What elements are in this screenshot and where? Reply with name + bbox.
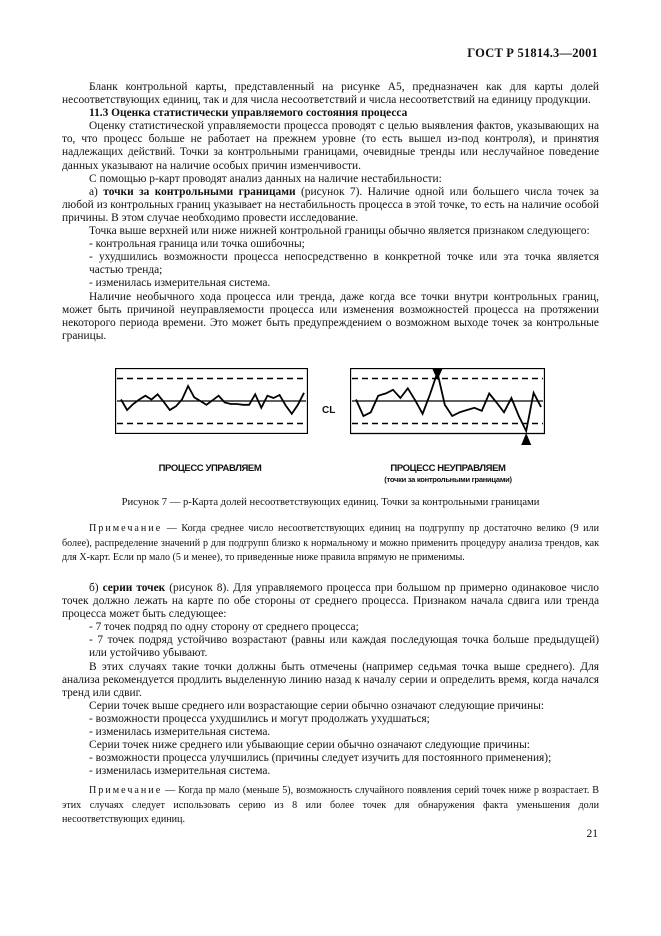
paragraph-p-chart: С помощью p-карт проводят анализ данных на наличие нестабильности: (89, 172, 442, 185)
note-2-label: Примечание (89, 785, 163, 796)
item-b (62, 582, 599, 621)
item-b-bold: серии точек (102, 582, 166, 594)
note-2 (62, 784, 599, 828)
item-a (62, 186, 599, 225)
paragraph-mark-points: В этих случаях такие точки должны быть отмечены (например седьмая точка выше среднего). Для анализа рекомендуется продлить выделенную линию назад к началу серии и определить время, когда начался тренд или сдвиг. (62, 660, 599, 699)
left-chart-label: ПРОЦЕСС УПРАВЛЯЕМ (158, 463, 262, 474)
cl-label: CL (322, 405, 336, 416)
paragraph-intro: Бланк контрольной карты, представленный на рисунке А5, предназначен как для карты долей несоответствующих единиц, так и для числа несоответствий и числа несоответствий на единицу продукции. (62, 81, 599, 107)
list-b-item: - 7 точек подряд по одну сторону от среднего процесса; (89, 621, 359, 634)
item-a-bold: точки за контрольными границами (103, 185, 296, 198)
section-heading: 11.3 Оценка статистически управляемого состояния процесса (89, 107, 408, 120)
paragraph-trend: Наличие необычного хода процесса или тренда, даже когда все точки внутри контрольных границ, может быть причиной неуправляемости процесса или изменения возможностей процесса на протяжении некоторого периода времени. Это может быть предупреждением о возможном выходе точек за контрольные границы. (62, 290, 599, 342)
item-a-lead: а) (89, 185, 104, 198)
page-number: 21 (586, 828, 598, 840)
item-b-text: (рисунок 8). Для управляемого процесса при большом np примерно одинаковое число точек должно лежать на карте по обе стороны от среднего процесса. Признаком начала сдвига или тренда процесса может быть следующее: (62, 582, 600, 621)
list-a-item: - ухудшились возможности процесса непосредственно в конкретной точке или эта точка является частью тренда; (89, 251, 599, 277)
list-a-item: - изменилась измерительная система. (89, 277, 271, 290)
list-c-item: - изменилась измерительная система. (89, 726, 271, 739)
list-b-item: - 7 точек подряд устойчиво возрастают (равны или каждая последующая точка больше предыдущей) или устойчиво убывают. (89, 634, 599, 660)
control-chart-controlled (115, 368, 308, 434)
list-d-item: - изменилась измерительная система. (89, 765, 271, 778)
item-b-lead: б) (89, 582, 103, 594)
list-a-item: - контрольная граница или точка ошибочны; (89, 238, 305, 251)
figure-caption: Рисунок 7 — p-Карта долей несоответствующих единиц. Точки за контрольными границами (121, 497, 540, 508)
paragraph-below-mean: Серии точек ниже среднего или убывающие серии обычно означают следующие причины: (89, 739, 530, 752)
right-chart-sublabel: (точки за контрольными границами) (384, 475, 512, 484)
paragraph-above-mean: Серии точек выше среднего или возрастающие серии обычно означают следующие причины: (89, 699, 545, 712)
paragraph-purpose: Оценку статистической управляемости процесса проводят с целью выявления фактов, указывающих на то, что процесс больше не работает на прежнем уровне (то есть вышел из-под контроля), и принятия надлежащих действий. Точки за контрольными границами, очевидные тренды или неслучайное поведение данных указывают на наличие особых причин изменчивости. (62, 120, 599, 172)
data-series-line (356, 373, 541, 432)
main-text-bottom (62, 582, 599, 778)
note-1-label: Примечание (89, 523, 163, 534)
paragraph-point-outside: Точка выше верхней или ниже нижней контрольной границы обычно является признаком следующего: (89, 225, 590, 238)
out-of-control-marker-low (521, 433, 531, 445)
note-1-text: — Когда среднее число несоответствующих единиц на подгруппу np достаточно велико (9 или более), распределение значений p для подгрупп близко к нормальному и можно применить процедуру анализа трендов, как для X-карт. Если np мало (5 и менее), то приведенные ниже правила впрямую не применимы. (62, 523, 599, 564)
main-text-top (62, 81, 599, 343)
data-series-line (121, 386, 304, 414)
control-chart-uncontrolled (350, 368, 545, 456)
list-d-item: - возможности процесса улучшились (причины следует изучить для постоянного применения); (89, 752, 552, 765)
document-header: ГОСТ Р 51814.3—2001 (467, 46, 598, 60)
list-c-item: - возможности процесса ухудшились и могут продолжать ухудшаться; (89, 712, 430, 725)
note-2-text: — Когда np мало (меньше 5), возможность случайного появления серий точек ниже p возрастает. В этих случаях следует использовать серию из 8 или более точек для обнаружения факта уменьшения доли несоответствующих единиц. (62, 785, 599, 826)
note-1 (62, 522, 599, 566)
right-chart-label: ПРОЦЕСС НЕУПРАВЛЯЕМ (390, 463, 506, 474)
item-a-text: (рисунок 7). Наличие одной или большего числа точек за любой из контрольных границ указывает на нестабильность процесса в этой точке, то есть на наличие особой причины. В этом случае необходимо провести исследование. (62, 185, 599, 224)
